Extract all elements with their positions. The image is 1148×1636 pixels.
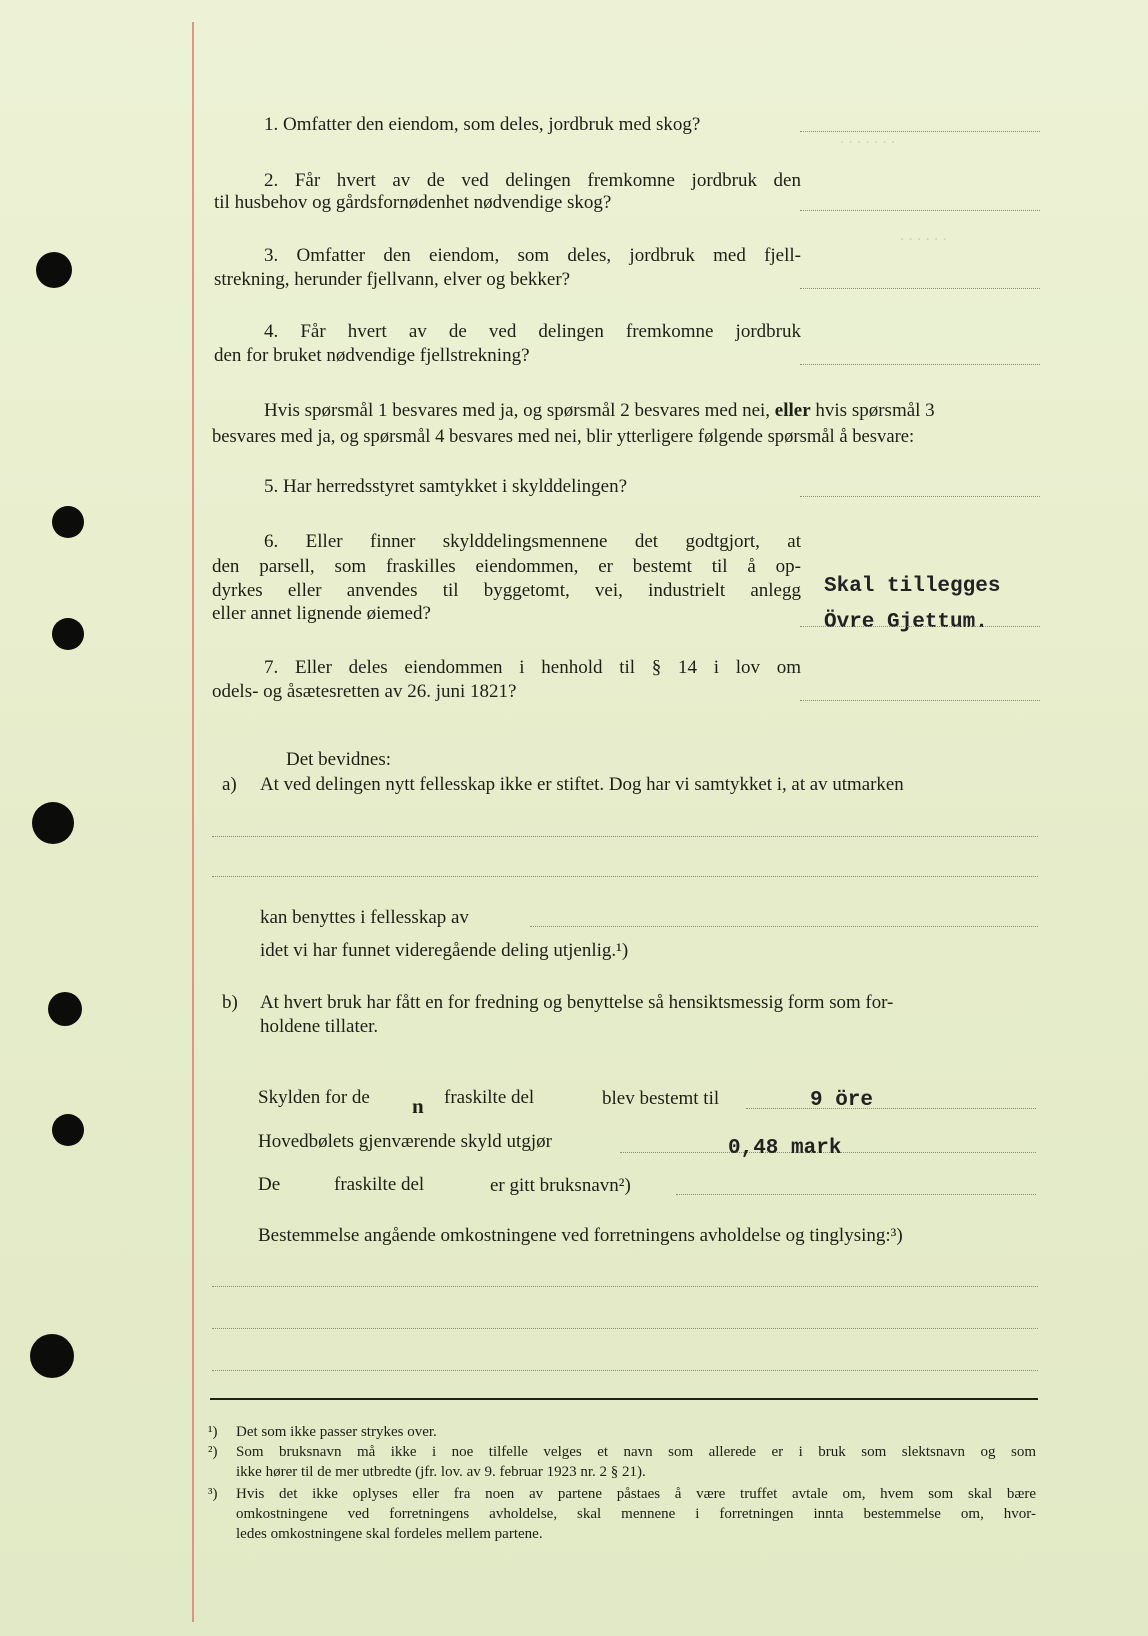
bestemmelse-line-3[interactable] [212, 1370, 1038, 1371]
footnote-2-line-2: ikke hører til de mer utbredte (jfr. lov. av 9. februar 1923 nr. 2 § 21). [236, 1464, 646, 1480]
skyld-label-a: Skylden for de [258, 1087, 370, 1108]
punch-hole [32, 802, 74, 844]
question-7-line-2: odels- og åsætesretten av 26. juni 1821? [212, 681, 517, 702]
question-3-line-1: 3. Omfatter den eiendom, som deles, jordbruk med fjell- [264, 245, 801, 266]
skyld-handwritten-mark: n [412, 1094, 424, 1118]
condition-text-b: hvis spørsmål 3 [810, 400, 935, 421]
question-6-line-1: 6. Eller finner skylddelingsmennene det godtgjort, at [264, 531, 801, 552]
footnote-1-marker: ¹) [208, 1424, 218, 1440]
answer-line-q3[interactable] [800, 288, 1040, 289]
typed-answer-q6-line-2: Övre Gjettum. [824, 611, 988, 634]
question-6-line-4: eller annet lignende øiemed? [212, 603, 431, 624]
footnote-2-marker: ²) [208, 1444, 218, 1460]
footnote-separator [210, 1398, 1038, 1400]
footnote-3-line-3: ledes omkostningene skal fordeles mellem partene. [236, 1526, 543, 1542]
skyld-label-c: blev bestemt til [602, 1088, 720, 1109]
item-a-text: At ved delingen nytt fellesskap ikke er stiftet. Dog har vi samtykket i, at av utmarken [260, 774, 904, 795]
bruksnavn-label: er gitt bruksnavn²) [490, 1175, 631, 1196]
answer-line-q1[interactable] [800, 131, 1040, 132]
typed-answer-q6-line-1: Skal tillegges [824, 575, 1001, 598]
punch-hole [48, 992, 82, 1026]
punch-hole [52, 618, 84, 650]
footnote-2-line-1: Som bruksnavn må ikke i noe tilfelle velges et navn som allerede er i bruk som slektsnavn og som [236, 1444, 1036, 1460]
fraskilte-label: fraskilte del [334, 1174, 425, 1195]
fill-line-a-2[interactable] [212, 876, 1038, 877]
condition-text-bold: eller [774, 400, 811, 421]
question-5: 5. Har herredsstyret samtykket i skylddelingen? [264, 476, 628, 497]
bruksnavn-line[interactable] [676, 1194, 1036, 1195]
answer-line-q2[interactable] [800, 210, 1040, 211]
question-3-line-2: strekning, herunder fjellvann, elver og bekker? [214, 269, 571, 290]
footnote-1: Det som ikke passer strykes over. [236, 1424, 437, 1440]
fill-line-a-1[interactable] [212, 836, 1038, 837]
bestemmelse-line-1[interactable] [212, 1286, 1038, 1287]
punch-hole [52, 506, 84, 538]
answer-line-q4[interactable] [800, 364, 1040, 365]
condition-text-a: Hvis spørsmål 1 besvares med ja, og spørsmål 2 besvares med nei, [264, 400, 775, 421]
skyld-value-line[interactable] [746, 1108, 1036, 1109]
de-label: De [258, 1174, 281, 1195]
question-6-line-2: den parsell, som fraskilles eiendommen, er bestemt til å op- [212, 556, 801, 577]
item-b-line-2: holdene tillater. [260, 1016, 379, 1037]
punch-hole [36, 252, 72, 288]
red-margin-line [192, 22, 194, 1622]
skyld-value: 9 öre [810, 1089, 874, 1112]
skyld-label-b: fraskilte del [444, 1087, 535, 1108]
item-b-marker: b) [222, 992, 238, 1013]
item-a-marker: a) [222, 774, 237, 795]
bestemmelse-label: Bestemmelse angående omkostningene ved forretningens avholdelse og tinglysing:³) [258, 1225, 903, 1246]
condition-paragraph-line-2: besvares med ja, og spørsmål 4 besvares med nei, blir ytterligere følgende spørsmål å besvare: [212, 426, 915, 447]
item-a-closing: idet vi har funnet videregående deling utjenlig.¹) [260, 940, 629, 961]
common-use-line[interactable] [530, 926, 1038, 927]
condition-paragraph-line-1 [264, 399, 935, 423]
question-7-line-1: 7. Eller deles eiendommen i henhold til § 14 i lov om [264, 657, 801, 678]
answer-line-q5[interactable] [800, 496, 1040, 497]
question-4-line-1: 4. Får hvert av de ved delingen fremkomne jordbruk [264, 321, 801, 342]
bestemmelse-line-2[interactable] [212, 1328, 1038, 1329]
item-b-line-1: At hvert bruk har fått en for fredning og benyttelse så hensiktsmessig form som for- [260, 992, 894, 1013]
question-2-line-1: 2. Får hvert av de ved delingen fremkomne jordbruk den [264, 170, 801, 191]
footnote-3-line-2: omkostningene ved forretningens avholdelse, skal mennene i forretningen innta bestemmelse om, hvor- [236, 1506, 1036, 1522]
question-6-line-3: dyrkes eller anvendes til byggetomt, vei, industrielt anlegg [212, 580, 801, 601]
bleed-through-mark: . . . . . . [900, 225, 947, 244]
answer-line-q7[interactable] [800, 700, 1040, 701]
answer-line-q6[interactable] [800, 626, 1040, 627]
common-use-label: kan benyttes i fellesskap av [260, 907, 469, 928]
hovedbol-label: Hovedbølets gjenværende skyld utgjør [258, 1131, 552, 1152]
footnote-3-line-1: Hvis det ikke oplyses eller fra noen av partene påstaes å være truffet avtale om, hvem som skal bære [236, 1486, 1036, 1502]
bleed-through-mark: . . . . . . . [840, 128, 896, 147]
punch-hole [30, 1334, 74, 1378]
certification-heading: Det bevidnes: [286, 749, 392, 770]
punch-hole [52, 1114, 84, 1146]
question-1: 1. Omfatter den eiendom, som deles, jordbruk med skog? [264, 114, 701, 135]
question-4-line-2: den for bruket nødvendige fjellstrekning? [214, 345, 530, 366]
footnote-3-marker: ³) [208, 1486, 218, 1502]
hovedbol-value: 0,48 mark [728, 1137, 842, 1160]
question-2-line-2: til husbehov og gårdsfornødenhet nødvendige skog? [214, 192, 612, 213]
